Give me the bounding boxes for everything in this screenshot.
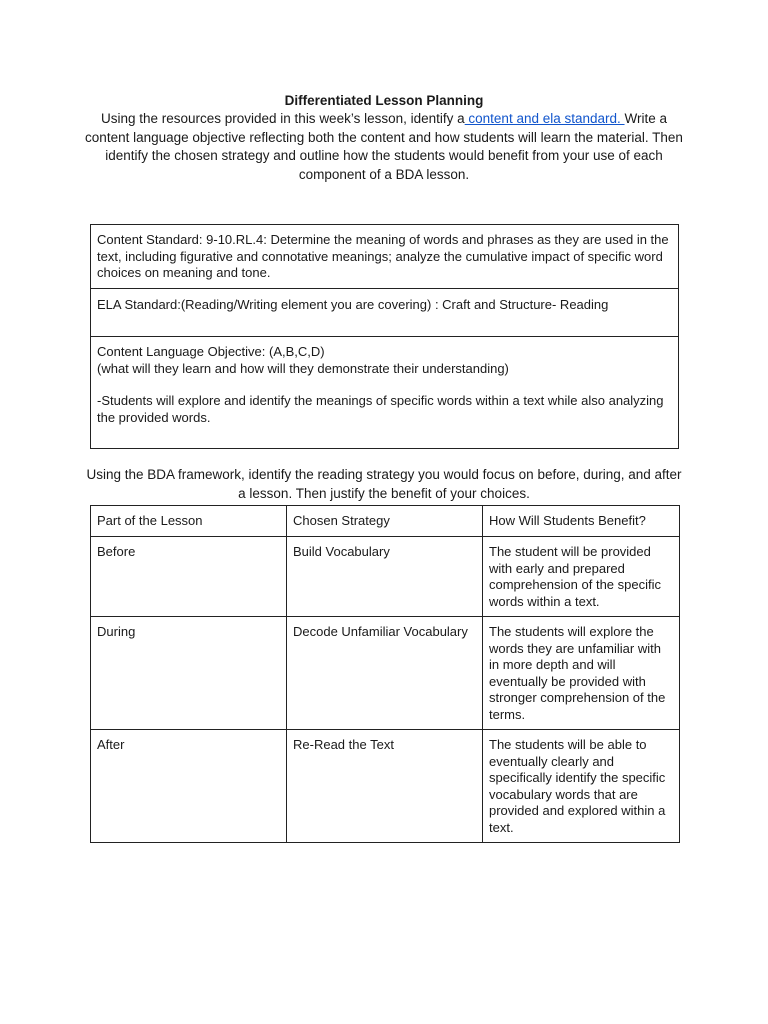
- objective-text: -Students will explore and identify the meanings of specific words within a text while also analyzing the provided words.: [97, 393, 664, 425]
- ela-standard-cell: ELA Standard:(Reading/Writing element you are covering) : Craft and Structure- Reading: [91, 289, 679, 337]
- bda-table: [90, 505, 680, 843]
- intro-text-start: Using the resources provided in this week’s lesson, identify a: [100, 111, 465, 126]
- header-benefit: How Will Students Benefit?: [483, 506, 680, 537]
- table-row: [91, 537, 680, 617]
- objective-prompt: (what will they learn and how will they demonstrate their understanding): [97, 360, 509, 376]
- header-part: Part of the Lesson: [91, 506, 287, 537]
- content-standard-cell: Content Standard: 9-10.RL.4: Determine the meaning of words and phrases as they are used in the text, including figurative and connotative meanings; analyze the cumulative impact of specific word choices on meaning and tone.: [91, 225, 679, 289]
- table-header-row: [91, 506, 680, 537]
- strategy-cell: Decode Unfamiliar Vocabulary: [287, 617, 483, 730]
- table-row: [91, 225, 679, 289]
- intro-paragraph: [84, 110, 684, 184]
- strategy-cell: Build Vocabulary: [287, 537, 483, 617]
- bda-intro-paragraph: Using the BDA framework, identify the reading strategy you would focus on before, during, and after a lesson. Then justify the benefit of your choices.: [86, 467, 682, 501]
- standards-table: [90, 224, 679, 449]
- intro-text-end: Write a content language objective reflecting both the content and how students will learn the material. Then identify the chosen strategy and outline how the students would benefit from your use of each component of a BDA lesson.: [85, 111, 683, 182]
- objective-cell: [91, 337, 679, 449]
- part-cell: During: [91, 617, 287, 730]
- part-cell: After: [91, 730, 287, 843]
- objective-label: Content Language Objective: (A,B,C,D): [97, 344, 325, 359]
- table-row: [91, 337, 679, 449]
- table-row: [91, 289, 679, 337]
- benefit-cell: The students will be able to eventually clearly and specifically identify the specific vocabulary words that are provided and explored within a text.: [483, 730, 680, 843]
- page-title: Differentiated Lesson Planning: [284, 93, 484, 108]
- benefit-cell: The students will explore the words they are unfamiliar with in more depth and will eventually be provided with stronger comprehension of the terms.: [483, 617, 680, 730]
- standards-link[interactable]: content and ela standard.: [464, 111, 625, 126]
- strategy-cell: Re-Read the Text: [287, 730, 483, 843]
- table-row: [91, 617, 680, 730]
- table-row: [91, 730, 680, 843]
- header-strategy: Chosen Strategy: [287, 506, 483, 537]
- benefit-cell: The student will be provided with early and prepared comprehension of the specific words within a text.: [483, 537, 680, 617]
- part-cell: Before: [91, 537, 287, 617]
